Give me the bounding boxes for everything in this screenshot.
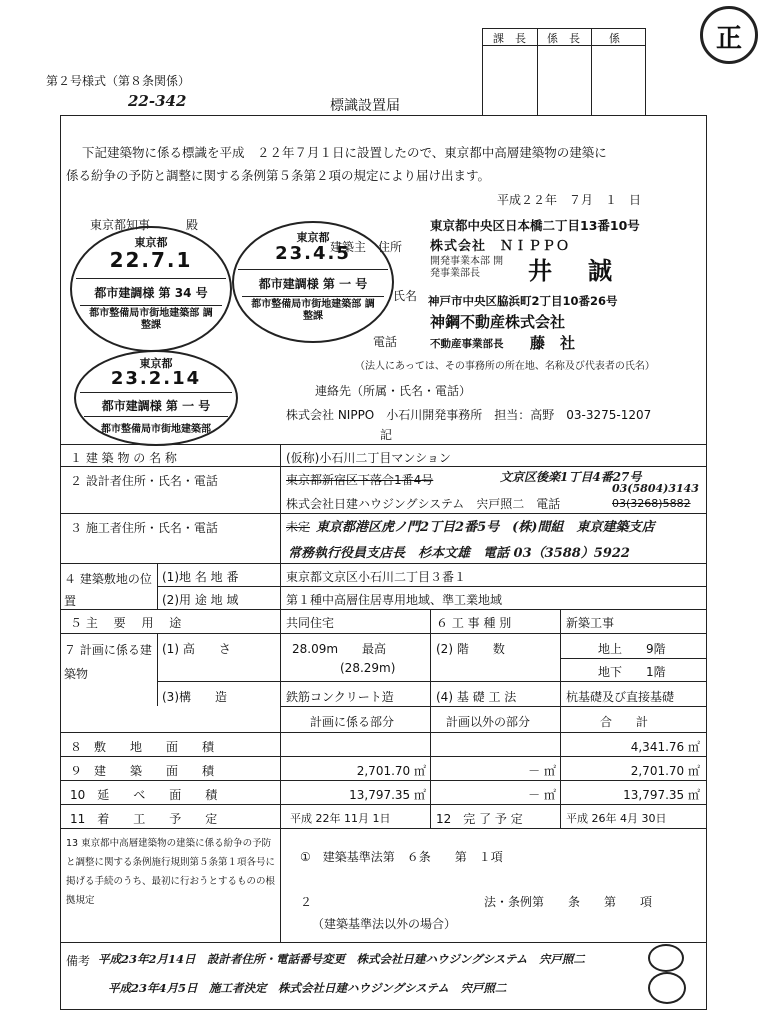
handwritten-id: 22-342 [128,92,187,110]
remarks-line-2: 平成23年4月5日 施工者決定 株式会社日建ハウジングシステム 宍戸照二 [108,981,507,995]
row4-group-label: ４ 建築敷地の位置 [64,572,152,608]
row8-total: 4,341.76 ㎡ [630,740,700,754]
row5-value: 共同住宅 [286,616,335,630]
receipt-stamp-3 [74,350,238,446]
row7b-value-2: 地下 1階 [598,665,666,679]
row13-label: 13 東京都中高層建築物の建築に係る紛争の予防と調整に関する条例施行規則第５条第１項各号に掲げる手続のうち、最初に行おうとするものの根拠規定 [66,838,276,906]
intro-line-1: 下記建築物に係る標識を平成 ２２年７月１日に設置したので、東京都中高層建築物の建築に [82,145,607,160]
row6-label: ６ 工 事 種 別 [436,616,512,630]
stamp3-top: 東京都 [139,357,173,370]
row11-value: 平成 22年 11月 1日 [290,812,391,825]
stamp3-bottom: 都市整備局市街地建築部 [101,424,211,435]
row7d-label: (4) 基 礎 工 法 [436,690,517,704]
ki-label: 記 [380,428,393,442]
seal-stamp-icon [700,6,758,64]
row7-group-label: ７ 計画に係る建築物 [64,643,152,681]
stamp2-top: 東京都 [296,231,330,244]
row9-other: － ㎡ [528,764,556,778]
personal-seal-2-icon [648,972,686,1004]
stamp2-mid: 都市建調様 第 一 号 [258,277,368,291]
row13-line-1: ① 建築基準法第 ６条 第 １項 [300,850,503,864]
approval-col-subchief: 係 長 [547,32,580,45]
contact-label: 連絡先（所属・氏名・電話） [315,384,472,398]
applicant2-person: 藤 社 [530,334,576,352]
applicant-name-label: 氏名 [393,289,418,303]
personal-seal-1-icon [648,944,684,972]
applicant-phone-label: 電話 [373,335,398,349]
row2-value-new: 文京区後楽1丁目4番27号 [500,470,642,484]
document-title: 標識設置届 [330,98,400,114]
row1-value: (仮称)小石川二丁目マンション [286,451,451,465]
addressee: 東京都知事 殿 [90,218,199,232]
applicant-note: （法人にあっては、その事務所の所在地、名称及び代表者の氏名） [355,361,655,372]
receipt-stamp-2 [232,221,394,343]
stamp1-mid: 都市建調様 第 34 号 [94,286,208,300]
row13-line-2-num: ２ [300,895,313,909]
row10-label: 10 延 べ 面 積 [70,788,218,802]
row2-label: ２ 設計者住所・氏名・電話 [70,474,218,488]
receipt-stamp-1 [70,226,232,352]
row1-label: １ 建 築 物 の 名 称 [70,451,177,465]
row4b-value: 第１種中高層住居専用地域、準工業地域 [286,593,503,607]
row6-value: 新築工事 [566,616,615,630]
row8-label: ８ 敷 地 面 積 [70,740,215,754]
col-plan-header: 計画に係る部分 [310,715,395,729]
row3-value-2: 常務執行役員支店長 杉本文雄 電話 03（3588）5922 [288,546,630,561]
applicant1-person: 井 誠 [528,257,618,285]
row2-phone-struck: 03(3268)5882 [612,497,691,510]
row13-line-2: 法・条例第 条 第 項 [484,895,653,909]
row7a-value-2: (28.29m) [340,661,396,675]
row7c-label: (3)構 造 [162,690,227,704]
col-total-header: 合 計 [600,715,649,729]
row3-value-1: 東京都港区虎ノ門2丁目2番5号 (株)間組 東京建築支店 [316,520,655,535]
approval-col-chief: 課 長 [493,32,526,45]
stamp2-date: 23.4.5 [275,243,351,264]
row9-plan: 2,701.70 ㎡ [356,764,426,778]
row11-label: 11 着 工 予 定 [70,812,218,826]
stamp1-date: 22.7.1 [109,248,193,272]
row3-struck: 未定 [286,520,311,534]
row7d-value: 杭基礎及び直接基礎 [566,690,675,704]
row3-label: ３ 施工者住所・氏名・電話 [70,521,218,535]
applicant2-name: 神鋼不動産株式会社 [430,313,566,331]
row9-total: 2,701.70 ㎡ [630,764,700,778]
row10-plan: 13,797.35 ㎡ [349,788,426,802]
stamp2-bottom: 都市整備局市街地建築部 調整課 [251,299,375,322]
row7a-value: 28.09m 最高 [292,642,387,656]
applicant1-name: 株式会社 ＮＩＰＰＯ [430,239,571,254]
stamp3-date: 23.2.14 [110,368,202,389]
row9-label: ９ 建 築 面 積 [70,764,215,778]
row4b-label: (2)用 途 地 域 [162,593,239,607]
row4a-label: (1)地 名 地 番 [162,570,239,584]
stamp1-top: 東京都 [134,236,168,249]
row2-value-2: 株式会社日建ハウジングシステム 宍戸照二 電話 [286,497,561,511]
row10-total: 13,797.35 ㎡ [623,788,700,802]
approval-box [482,28,646,116]
row2-value-struck: 東京都新宿区下落合1番4号 [286,473,434,487]
form-number: 第２号様式（第８条関係） [46,74,191,88]
stamp3-mid: 都市建調様 第 一 号 [101,399,211,413]
intro-line-2: 係る紛争の予防と調整に関する条例第５条第２項の規定により届け出ます。 [66,168,491,183]
seal-char: 正 [715,24,742,54]
submission-date: 平成２２年 ７月 １ 日 [497,193,642,207]
row7c-value: 鉄筋コンクリート造 [286,690,394,704]
remarks-line-1: 平成23年2月14日 設計者住所・電話番号変更 株式会社日建ハウジングシステム 宍戸照二 [98,952,585,966]
row12-label: 12 完 了 予 定 [436,812,523,826]
approval-col-staff: 係 [609,32,620,45]
row2-phone-new: 03(5804)3143 [612,482,699,495]
row5-label: ５ 主 要 用 途 [70,616,182,630]
row13-line-3: （建築基準法以外の場合） [312,917,457,931]
stamp1-bottom: 都市整備局市街地建築部 調整課 [89,308,213,331]
applicant1-address: 東京都中央区日本橋二丁目13番10号 [430,218,640,233]
row10-other: － ㎡ [528,788,556,802]
applicant2-address: 神戸市中央区脇浜町2丁目10番26号 [428,294,618,308]
contact-value: 株式会社 NIPPO 小石川開発事務所 担当：高野 03-3275-1207 [286,408,652,422]
row7b-label: (2) 階 数 [436,642,505,656]
applicant-address-label: 建築主 住所 [330,240,403,254]
remarks-label: 備考 [66,954,91,968]
applicant1-title: 開発事業本部 開発事業部長 [430,256,504,279]
row7b-value-1: 地上 9階 [598,642,666,656]
row7a-label: (1) 高 さ [162,642,231,656]
row4a-value: 東京都文京区小石川二丁目３番１ [286,570,467,584]
row12-value: 平成 26年 4月 30日 [566,812,667,825]
applicant2-title: 不動産事業部長 [430,338,504,350]
col-other-header: 計画以外の部分 [446,715,531,729]
